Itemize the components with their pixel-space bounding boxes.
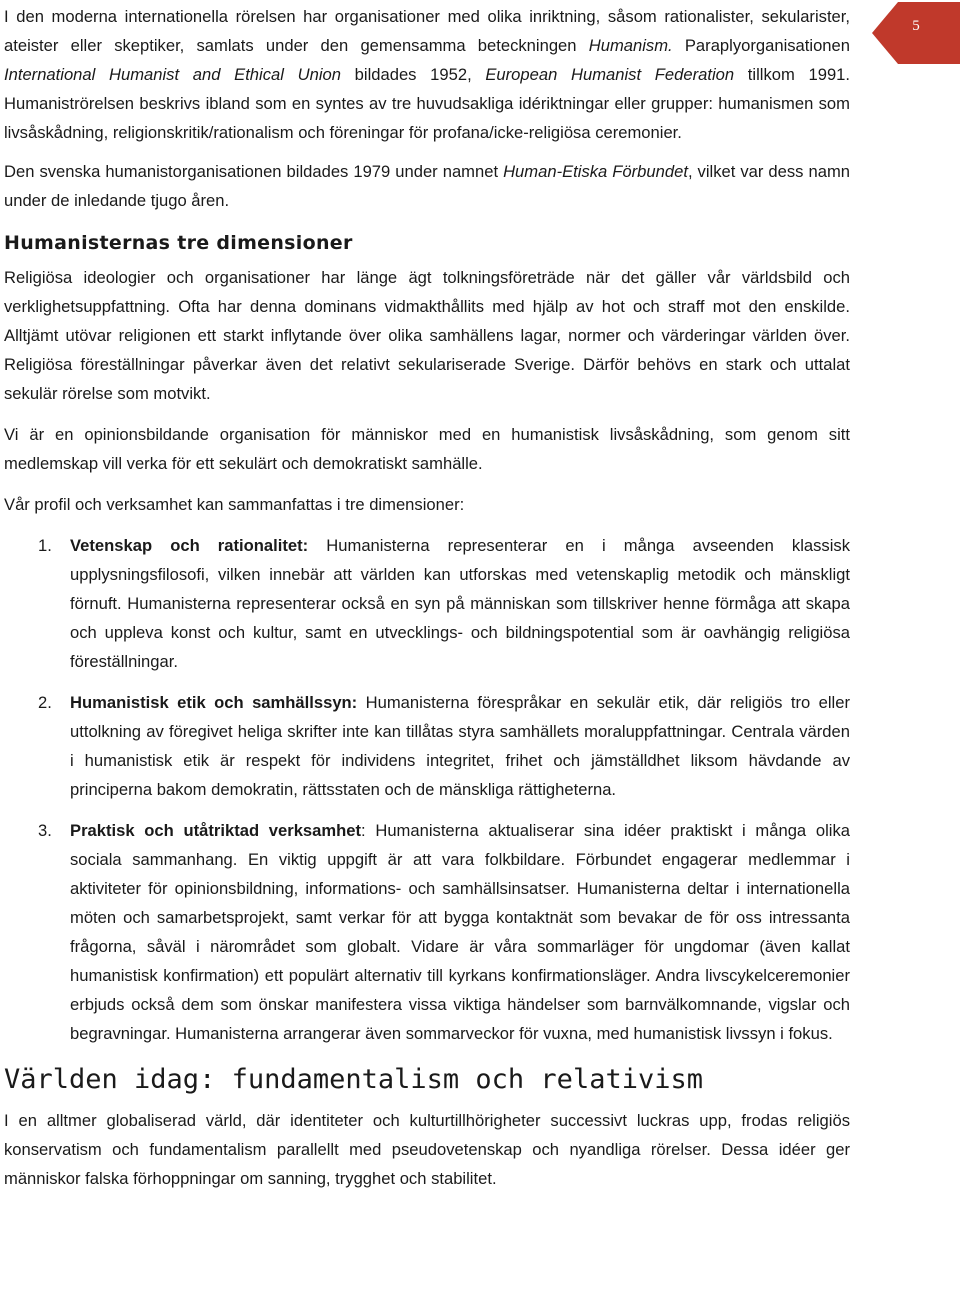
list-item xyxy=(4,816,850,1048)
dimensions-list xyxy=(4,531,850,1048)
list-item-text: : Humanisterna aktualiserar sina idéer praktiskt i många olika sociala sammanhang. En viktig uppgift är att vara folkbildare. Förbundet engagerar medlemmar i aktiviteter för opinionsbildning, informations- och samhällsinsatser. Humanisterna deltar i internationella möten och samarbetsprojekt, samt verkar för att bygga kontaktnät som bevakar de för oss intressanta frågorna, såväl i närområdet som globalt. Vidare är våra sommarläger för ungdomar (även kallat humanistisk konfirmation) ett populärt alternativ till kyrkans konfirmationsläger. Andra livscykelceremonier erbjuds också dem som önskar manifestera vissa viktiga händelser som barnvälkomnande, vigslar och begravningar. Humanisterna arrangerar även sommarveckor för vuxna, med humanistisk livssyn i fokus. xyxy=(70,821,850,1043)
page-number: 5 xyxy=(912,18,920,34)
world-today-paragraph: I en alltmer globaliserad värld, där identiteter och kulturtillhörigheter successivt luckras upp, frodas religiös konservatism och fundamentalism parallellt med pseudovetenskap och nyandliga rörelser. Dessa idéer ger människor falska förhoppningar om sanning, trygghet och stabilitet. xyxy=(4,1111,850,1188)
document-body xyxy=(4,2,850,1205)
dimensions-paragraph-1: Religiösa ideologier och organisationer har länge ägt tolkningsföreträde när det gäller vår världsbild och verklighetsuppfattning. Ofta har denna dominans vidmakthållits med hjälp av hot och straff mot den enskilde. Alltjämt utövar religionen ett starkt inflytande över olika samhällens lagar, normer och värderingar världen över. Religiösa föreställningar påverkar även det relativt sekulariserade Sverige. Därför behövs en stark och uttalat sekulär rörelse som motvikt. xyxy=(4,268,850,403)
dimensions-paragraph-2: Vi är en opinionsbildande organisation för människor med en humanistisk livsåskådning, som genom sitt medlemskap vill verka för ett sekulärt och demokratiskt samhälle. xyxy=(4,425,850,473)
dimensions-paragraph-3: Vår profil och verksamhet kan sammanfattas i tre dimensioner: xyxy=(4,495,465,514)
list-item-text: Humanisterna förespråkar en sekulär etik, där religiös tro eller uttolkning av föregivet heliga skrifter inte kan tillåtas styra samhällets moraluppfattningar. Centrala värden i humanistisk etik är respekt för individens integritet, frihet och jämställdhet liksom hävdande av principerna bakom demokratin, rättsstaten och de mänskliga rättigheterna. xyxy=(70,693,850,799)
list-item xyxy=(4,688,850,804)
intro-paragraph-1: I den moderna internationella rörelsen har organisationer med olika inriktning, såsom rationalister, sekularister, ateister eller skeptiker, samlats under den gemensamma beteckningen Humanism. Paraplyorganisationen International Humanist and Ethical Union bildades 1952, European Humanist Federation tillkom 1991. Humaniströrelsen beskrivs ibland som en syntes av tre huvudsakliga idériktningar eller grupper: humanismen som livsåskådning, religionskritik/rationalism och föreningar för profana/icke-religiösa ceremonier. xyxy=(4,7,851,142)
page-number-badge xyxy=(872,2,960,64)
section-heading-dimensions: Humanisternas tre dimensioner xyxy=(4,232,353,254)
list-item-title: Praktisk och utåtriktad verksamhet xyxy=(70,821,362,840)
list-item-text: Humanisterna representerar en i många avseenden klassisk upplysningsfilosofi, vilken innebär att världen kan utforskas med vetenskaplig metodik och mänskligt förnuft. Humanisterna representerar också en syn på människan som tillskriver henne förmåga att skapa och uppleva konst och kultur, samt en utvecklings- och bildningspotential som är oavhängig religiösa föreställningar. xyxy=(70,536,851,671)
list-item-number: 2. xyxy=(38,693,52,712)
list-item-number: 3. xyxy=(38,821,52,840)
intro-paragraph-2: Den svenska humanistorganisationen bildades 1979 under namnet Human-Etiska Förbundet, vilket var dess namn under de inledande tjugo åren. xyxy=(4,162,850,210)
list-item-number: 1. xyxy=(38,536,52,555)
list-item-title: Vetenskap och rationalitet: xyxy=(70,536,309,555)
list-item xyxy=(4,531,850,676)
list-item-title: Humanistisk etik och samhällssyn: xyxy=(70,693,358,712)
section-heading-world-today: Världen idag: fundamentalism och relativism xyxy=(4,1064,703,1095)
